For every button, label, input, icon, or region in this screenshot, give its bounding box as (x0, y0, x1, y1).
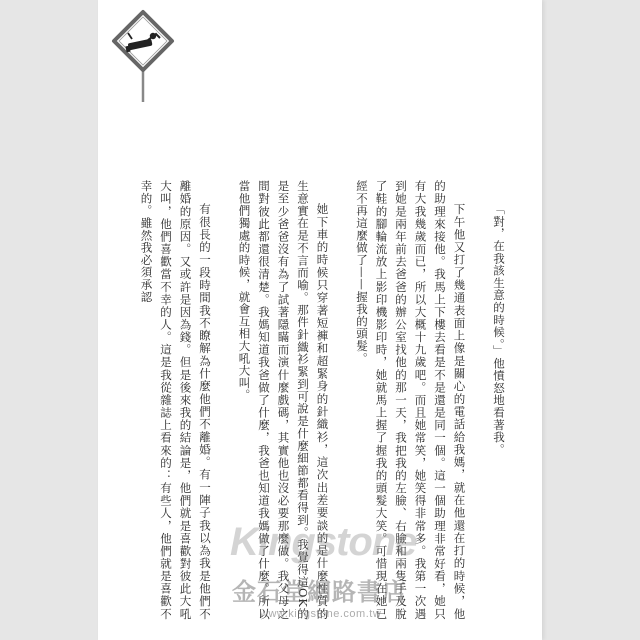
paragraph-1: 「對，在我該生意的時候。」他憤怒地看著我。 (492, 203, 506, 456)
vertical-text-body (128, 180, 508, 620)
paragraph-4: 有很長的一段時間我不瞭解為什麼他們不離婚。有一陣子我以為我是他們不離婚的原因。又或許是因為錢。但是後來我的結論是，他們就是喜歡對彼此大吼大叫，他們喜歡當不幸的人。這是我從雜誌上看來的：有些人，他們就是喜歡不幸的。雖然我必須承認 (139, 180, 212, 620)
road-sign-icon (108, 8, 178, 103)
paragraph-3: 她下車的時候只穿著短褲和超緊身的針織衫，這次出差要談的是什麼性質的生意實在是不言而喻。那件針織衫緊到可說是什麼細節都看得到。我覺得這OK的是至少爸爸沒有為了試著隱瞞而演什麼戲碼，其實他也沒必要那麼做。我父母之間對彼此都還很清楚。我媽知道我爸做了什麼，我爸也知道我媽做了什麼。所以當他們獨處的時候，就會互相大吼大叫。 (237, 180, 330, 620)
watermark-name: 金石堂網路書店 (232, 577, 407, 606)
watermark-url: www.kingstone.com.tw (260, 608, 382, 620)
paragraph-2: 下午他又打了幾通表面上像是關心的電話給我媽，就在他還在打的時候，他的助理來接他。我馬上下樓去看是不是還是同一個。這一個助理非常好看，她只有大我幾歲而已，所以大概十九歲吧。而且她常笑，她笑得非常多。我第一次遇到她是兩年前去爸爸的辦公室找他的那一天，我把我的左臉、右臉和兩隻手及脫了鞋的腳輪流放上影印機影印時，她就馬上握了握我的頭髮大笑。可惜現在她已經不再這麼做了——握我的頭髮。 (355, 180, 467, 620)
watermark-logo: Kingstone (230, 520, 417, 564)
